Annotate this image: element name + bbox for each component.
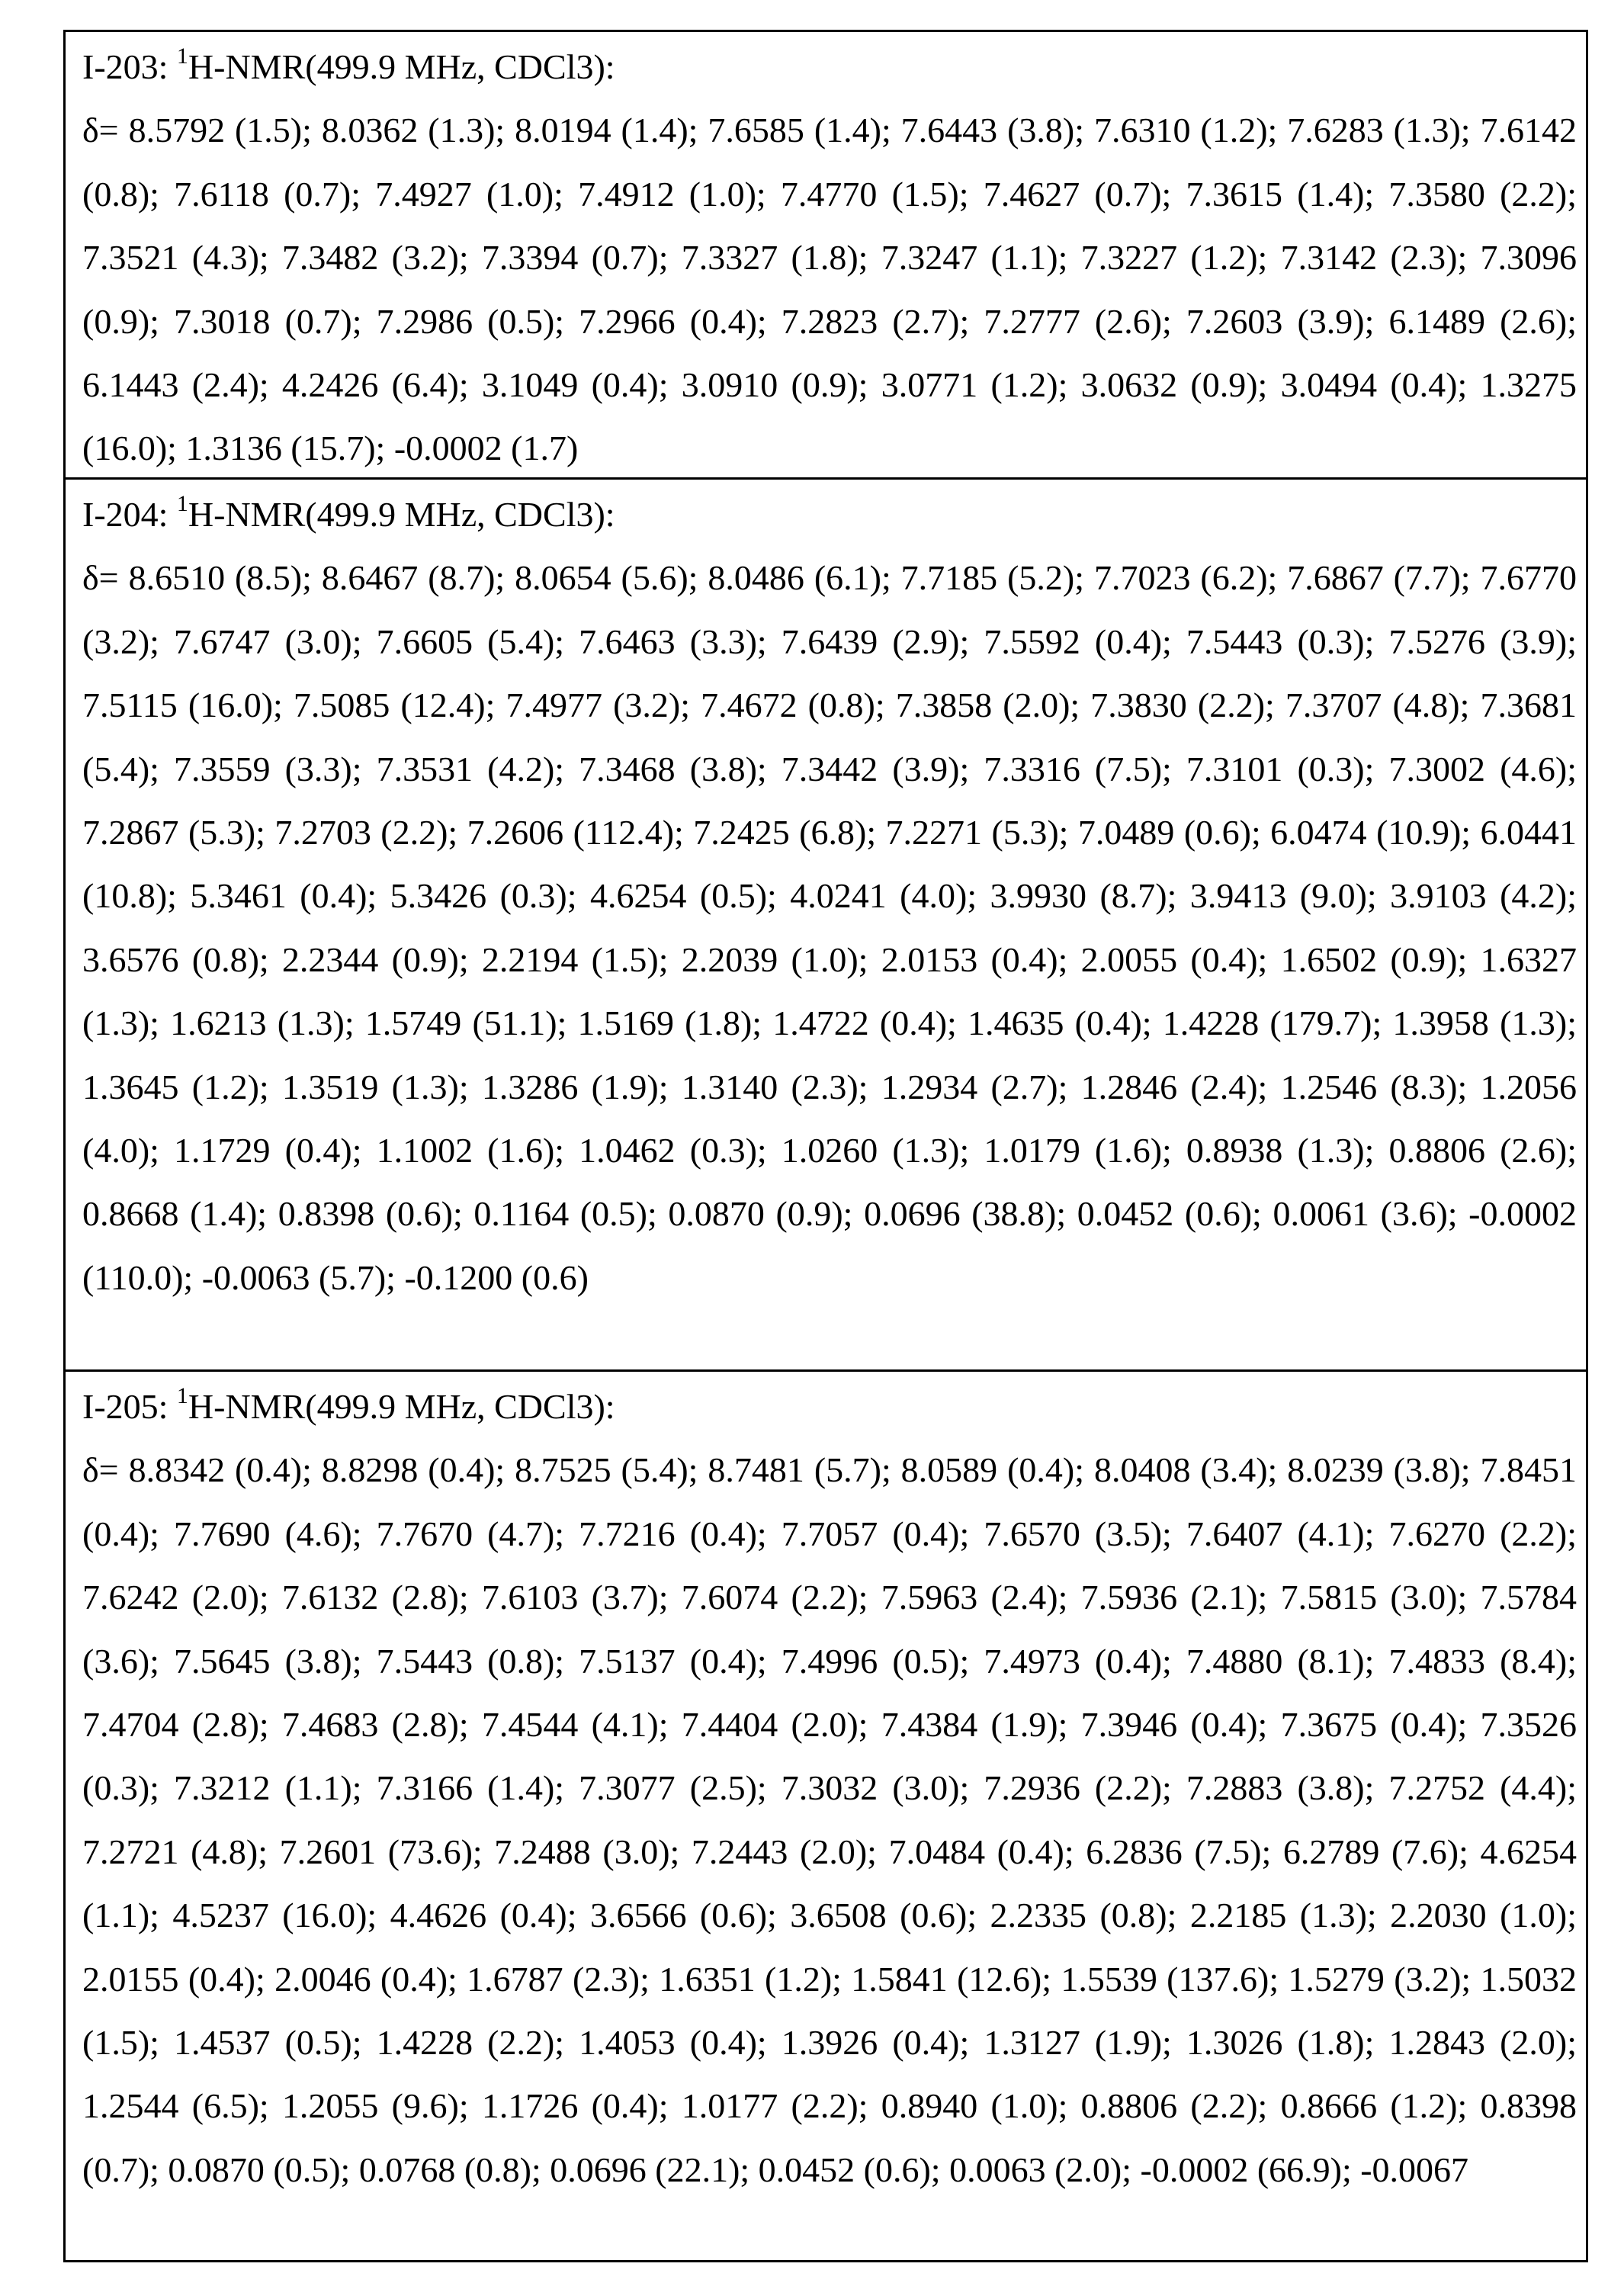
nmr-method: H-NMR(499.9 MHz, CDCl3):	[188, 47, 615, 86]
isotope-superscript: 1	[176, 491, 188, 516]
peak-values: 8.6510 (8.5); 8.6467 (8.7); 8.0654 (5.6); 8.0486 (6.1); 7.7185 (5.2); 7.7023 (6.2); 7.6867 (7.7); 7.6770 (3.2); 7.6747 (3.0); 7.6605 (5.4); 7.6463 (3.3); 7.6439 (2.9); 7.5592 (0.4); 7.5443 (0.3); 7.5276 (3.9); 7.5115 (16.0); 7.5085 (12.4); 7.4977 (3.2); 7.4672 (0.8); 7.3858 (2.0); 7.3830 (2.2); 7.3707 (4.8); 7.3681 (5.4); 7.3559 (3.3); 7.3531 (4.2); 7.3468 (3.8); 7.3442 (3.9); 7.3316 (7.5); 7.3101 (0.3); 7.3002 (4.6); 7.2867 (5.3); 7.2703 (2.2); 7.2606 (112.4); 7.2425 (6.8); 7.2271 (5.3); 7.0489 (0.6); 6.0474 (10.9); 6.0441 (10.8); 5.3461 (0.4); 5.3426 (0.3); 4.6254 (0.5); 4.0241 (4.0); 3.9930 (8.7); 3.9413 (9.0); 3.9103 (4.2); 3.6576 (0.8); 2.2344 (0.9); 2.2194 (1.5); 2.2039 (1.0); 2.0153 (0.4); 2.0055 (0.4); 1.6502 (0.9); 1.6327 (1.3); 1.6213 (1.3); 1.5749 (51.1); 1.5169 (1.8); 1.4722 (0.4); 1.4635 (0.4); 1.4228 (179.7); 1.3958 (1.3); 1.3645 (1.2); 1.3519 (1.3); 1.3286 (1.9); 1.3140 (2.3); 1.2934 (2.7); 1.2846 (2.4); 1.2546 (8.3); 1.2056 (4.0); 1.1729 (0.4); 1.1002 (1.6); 1.0462 (0.3); 1.0260 (1.3); 1.0179 (1.6); 0.8938 (1.3); 0.8806 (2.6); 0.8668 (1.4); 0.8398 (0.6); 0.1164 (0.5); 0.0870 (0.9); 0.0696 (38.8); 0.0452 (0.6); 0.0061 (3.6); -0.0002 (110.0); -0.0063 (5.7); -0.1200 (0.6)	[82, 558, 1577, 1297]
nmr-entry-I-204	[66, 477, 1586, 1369]
entry-header	[82, 1375, 1577, 1438]
delta-label: δ=	[82, 111, 119, 150]
compound-id: I-203:	[82, 47, 177, 86]
nmr-method: H-NMR(499.9 MHz, CDCl3):	[188, 1387, 615, 1426]
peak-list	[82, 546, 1577, 1309]
isotope-superscript: 1	[176, 1383, 188, 1408]
peak-values: 8.5792 (1.5); 8.0362 (1.3); 8.0194 (1.4); 7.6585 (1.4); 7.6443 (3.8); 7.6310 (1.2); 7.6283 (1.3); 7.6142 (0.8); 7.6118 (0.7); 7.4927 (1.0); 7.4912 (1.0); 7.4770 (1.5); 7.4627 (0.7); 7.3615 (1.4); 7.3580 (2.2); 7.3521 (4.3); 7.3482 (3.2); 7.3394 (0.7); 7.3327 (1.8); 7.3247 (1.1); 7.3227 (1.2); 7.3142 (2.3); 7.3096 (0.9); 7.3018 (0.7); 7.2986 (0.5); 7.2966 (0.4); 7.2823 (2.7); 7.2777 (2.6); 7.2603 (3.9); 6.1489 (2.6); 6.1443 (2.4); 4.2426 (6.4); 3.1049 (0.4); 3.0910 (0.9); 3.0771 (1.2); 3.0632 (0.9); 3.0494 (0.4); 1.3275 (16.0); 1.3136 (15.7); -0.0002 (1.7)	[82, 111, 1577, 468]
nmr-data-table	[63, 30, 1588, 2262]
peak-list	[82, 98, 1577, 477]
nmr-entry-I-205	[66, 1369, 1586, 2260]
nmr-method: H-NMR(499.9 MHz, CDCl3):	[188, 495, 615, 534]
isotope-superscript: 1	[176, 43, 188, 69]
peak-list	[82, 1438, 1577, 2201]
peak-values: 8.8342 (0.4); 8.8298 (0.4); 8.7525 (5.4); 8.7481 (5.7); 8.0589 (0.4); 8.0408 (3.4); 8.0239 (3.8); 7.8451 (0.4); 7.7690 (4.6); 7.7670 (4.7); 7.7216 (0.4); 7.7057 (0.4); 7.6570 (3.5); 7.6407 (4.1); 7.6270 (2.2); 7.6242 (2.0); 7.6132 (2.8); 7.6103 (3.7); 7.6074 (2.2); 7.5963 (2.4); 7.5936 (2.1); 7.5815 (3.0); 7.5784 (3.6); 7.5645 (3.8); 7.5443 (0.8); 7.5137 (0.4); 7.4996 (0.5); 7.4973 (0.4); 7.4880 (8.1); 7.4833 (8.4); 7.4704 (2.8); 7.4683 (2.8); 7.4544 (4.1); 7.4404 (2.0); 7.4384 (1.9); 7.3946 (0.4); 7.3675 (0.4); 7.3526 (0.3); 7.3212 (1.1); 7.3166 (1.4); 7.3077 (2.5); 7.3032 (3.0); 7.2936 (2.2); 7.2883 (3.8); 7.2752 (4.4); 7.2721 (4.8); 7.2601 (73.6); 7.2488 (3.0); 7.2443 (2.0); 7.0484 (0.4); 6.2836 (7.5); 6.2789 (7.6); 4.6254 (1.1); 4.5237 (16.0); 4.4626 (0.4); 3.6566 (0.6); 3.6508 (0.6); 2.2335 (0.8); 2.2185 (1.3); 2.2030 (1.0); 2.0155 (0.4); 2.0046 (0.4); 1.6787 (2.3); 1.6351 (1.2); 1.5841 (12.6); 1.5539 (137.6); 1.5279 (3.2); 1.5032 (1.5); 1.4537 (0.5); 1.4228 (2.2); 1.4053 (0.4); 1.3926 (0.4); 1.3127 (1.9); 1.3026 (1.8); 1.2843 (2.0); 1.2544 (6.5); 1.2055 (9.6); 1.1726 (0.4); 1.0177 (2.2); 0.8940 (1.0); 0.8806 (2.2); 0.8666 (1.2); 0.8398 (0.7); 0.0870 (0.5); 0.0768 (0.8); 0.0696 (22.1); 0.0452 (0.6); 0.0063 (2.0); -0.0002 (66.9); -0.0067	[82, 1450, 1577, 2189]
nmr-entry-I-203	[66, 32, 1586, 477]
entry-header	[82, 35, 1577, 98]
delta-label: δ=	[82, 558, 119, 598]
delta-label: δ=	[82, 1450, 119, 1490]
compound-id: I-204:	[82, 495, 177, 534]
entry-header	[82, 483, 1577, 546]
compound-id: I-205:	[82, 1387, 177, 1426]
